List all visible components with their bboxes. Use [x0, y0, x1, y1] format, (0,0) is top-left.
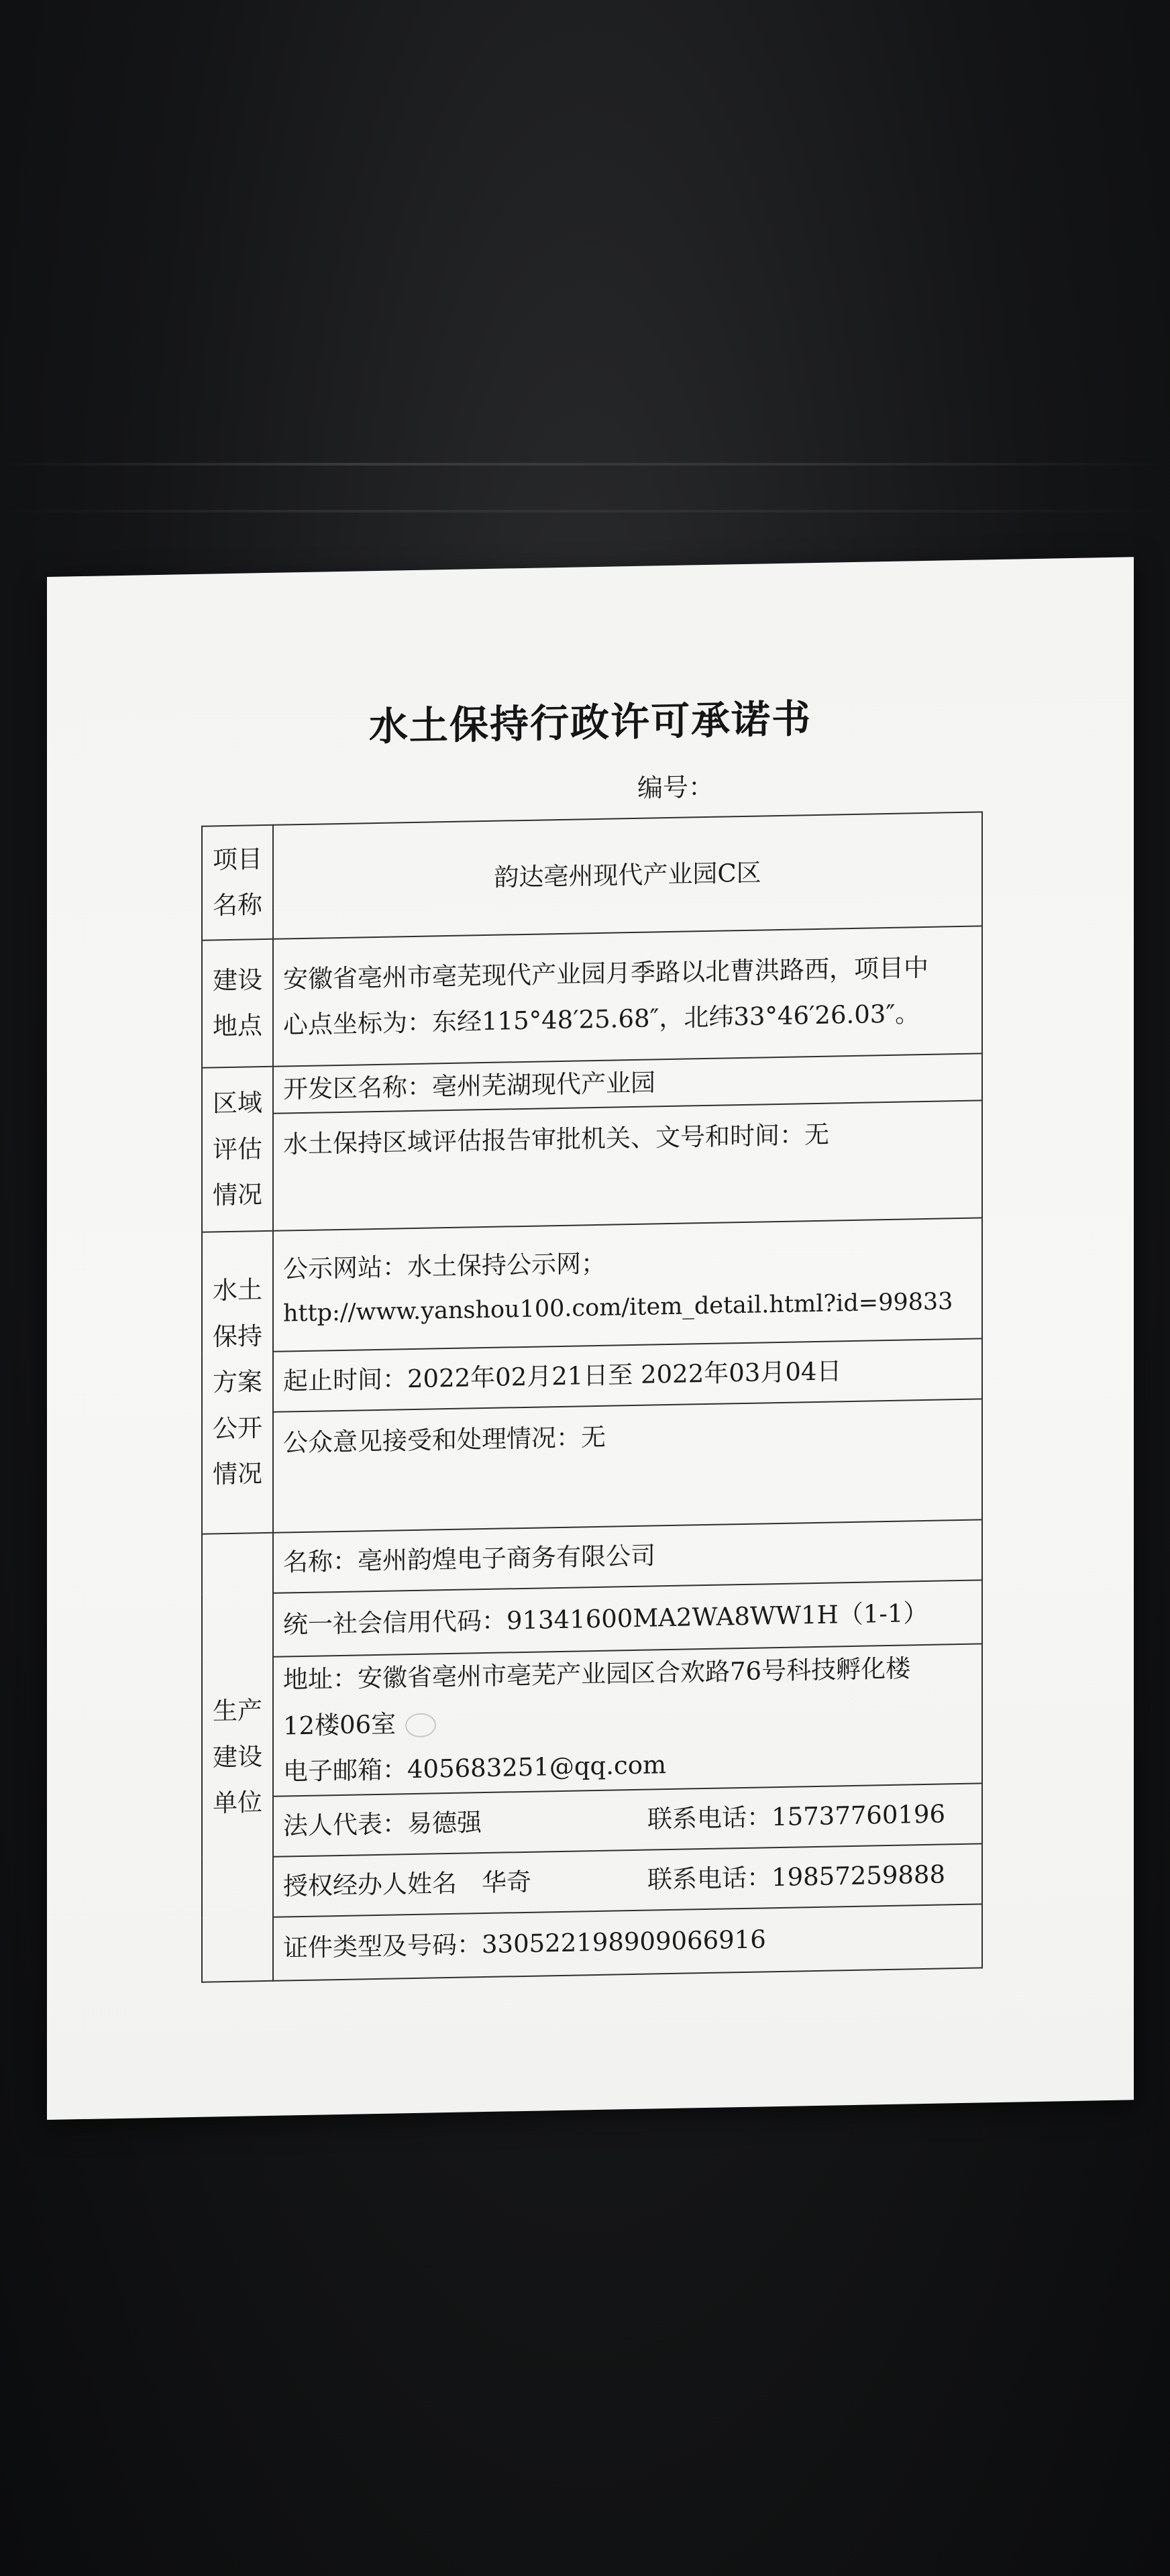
authorized-agent: 授权经办人姓名 华奇 [283, 1867, 531, 1901]
address-line-2: 12楼06室 [283, 1691, 972, 1750]
legal-rep-phone: 联系电话：15737760196 [647, 1799, 945, 1834]
location-value [273, 926, 982, 1066]
producer-name: 名称：亳州韵煌电子商务有限公司 [273, 1520, 982, 1593]
website-url: http://www.yanshou100.com/item_detail.html?id=99833 [283, 1288, 953, 1328]
document-title: 水土保持行政许可承诺书 [368, 696, 812, 750]
row-label-location: 建设 地点 [202, 939, 273, 1068]
row-label-plan-disclosure: 水土 保持 方案 公开 情况 [202, 1231, 273, 1534]
table-row [202, 812, 982, 940]
producer-credit-code: 统一社会信用代码：91341600MA2WA8WW1H（1-1） [273, 1580, 982, 1657]
row-label-project-name: 项目 名称 [202, 825, 273, 941]
disclosure-website [273, 1218, 982, 1352]
background-seam [0, 463, 1170, 466]
producer-address-block [273, 1644, 982, 1796]
faint-stamp-mark [405, 1713, 436, 1738]
background-seam [0, 510, 1170, 513]
agent-phone: 联系电话：19857259888 [647, 1859, 945, 1894]
website-line-1: 公示网站：水土保持公示网； [283, 1248, 606, 1284]
table-row [202, 1218, 982, 1353]
table-row [202, 1644, 982, 1798]
public-feedback: 公众意见接受和处理情况：无 [273, 1399, 982, 1533]
address-line-1: 地址：安徽省亳州市亳芜产业园区合欢路76号科技孵化楼 [283, 1654, 911, 1695]
commitment-form-table [201, 811, 983, 1982]
document-number-label: 编号： [637, 771, 714, 803]
table-row [202, 1904, 982, 1982]
location-line-1: 安徽省亳州市亳芜现代产业园月季路以北曹洪路西，项目中 [283, 953, 928, 994]
table-row [202, 926, 982, 1067]
row-label-producer: 生产 建设 单位 [202, 1533, 273, 1982]
legal-representative: 法人代表：易德强 [283, 1807, 482, 1841]
dev-zone-name: 开发区名称：亳州芜湖现代产业园 [273, 1053, 982, 1114]
table-row [202, 1101, 982, 1232]
assessment-report: 水土保持区域评估报告审批机关、文号和时间：无 [273, 1101, 982, 1231]
row-label-regional-assessment: 区域 评估 情况 [202, 1067, 273, 1232]
paper-sheet [47, 557, 1134, 2120]
project-name-value: 韵达亳州现代产业园C区 [273, 812, 982, 938]
disclosure-period: 起止时间：2022年02月21日至 2022年03月04日 [273, 1339, 982, 1412]
location-line-2: 心点坐标为：东经115°48′25.68″，北纬33°46′26.03″。 [283, 999, 920, 1040]
table-row [202, 1399, 982, 1534]
id-document: 证件类型及号码：330522198909066916 [273, 1904, 982, 1980]
producer-email: 电子邮箱：405683251@qq.com [283, 1750, 667, 1786]
